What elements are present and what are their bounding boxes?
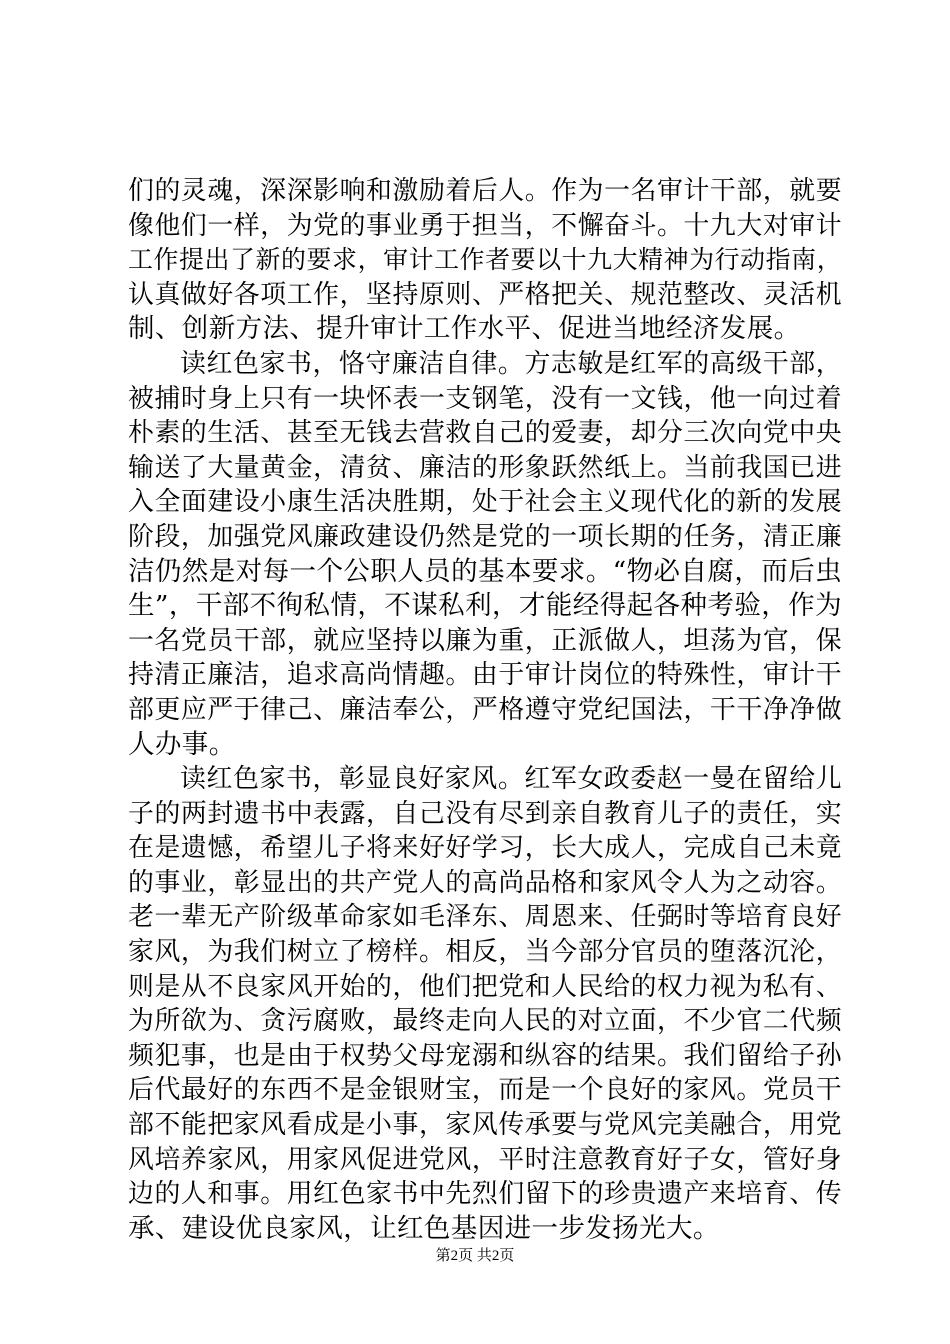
text-line: 工作提出了新的要求，审计工作者要以十九大精神为行动指南， [128,245,842,275]
text-line: 部更应严于律己、廉洁奉公，严格遵守党纪国法，干干净净做 [128,694,842,725]
text-line: 入全面建设小康生活决胜期，处于社会主义现代化的新的发展 [128,487,842,518]
text-line: 部不能把家风看成是小事，家风传承要与党风完美融合，用党 [128,1110,842,1141]
text-line: 一名党员干部，就应坚持以廉为重，正派做人，坦荡为官，保 [128,625,842,656]
text-line: 像他们一样，为党的事业勇于担当，不懈奋斗。十九大对审计 [128,210,842,241]
text-line: 在是遗憾，希望儿子将来好好学习，长大成人，完成自己未竟 [128,833,842,864]
paragraph-first-line: 读红色家书，彰显良好家风。红军女政委赵一曼在留给儿 [180,764,842,795]
text-line: 生”，干部不徇私情，不谋私利，才能经得起各种考验，作为 [128,590,842,622]
text-line: 则是从不良家风开始的，他们把党和人民给的权力视为私有、 [128,971,842,1002]
paragraph-first-line: 读红色家书，恪守廉洁自律。方志敏是红军的高级干部， [180,348,842,379]
text-line: 人办事。 [128,728,236,760]
text-line: 家风，为我们树立了榜样。相反，当今部分官员的堕落沉沦， [128,937,842,968]
text-line: 们的灵魂，深深影响和激励着后人。作为一名审计干部，就要 [128,176,842,206]
text-line: 制、创新方法、提升审计工作水平、促进当地经济发展。 [128,313,801,345]
text-line: 频犯事，也是由于权势父母宠溺和纵容的结果。我们留给子孙 [128,1040,842,1071]
document-body [128,174,842,1246]
text-line: 风培养家风，用家风促进党风，平时注意教育好子女，管好身 [128,1144,842,1175]
text-line: 的事业，彰显出的共产党人的高尚品格和家风令人为之动容。 [128,867,842,898]
text-line: 持清正廉洁，追求高尚情趣。由于审计岗位的特殊性，审计干 [128,660,842,691]
text-line: 后代最好的东西不是金银财宝，而是一个良好的家风。党员干 [128,1075,842,1106]
text-line: 输送了大量黄金，清贫、廉洁的形象跃然纸上。当前我国已进 [128,452,842,483]
text-line: 边的人和事。用红色家书中先烈们留下的珍贵遗产来培育、传 [128,1179,842,1210]
text-line: 承、建设优良家风，让红色基因进一步发扬光大。 [128,1212,720,1244]
text-line: 被捕时身上只有一块怀表一支钢笔，没有一文钱，他一向过着 [128,383,842,414]
page-number-footer: 第2页 共2页 [435,1248,515,1264]
text-line: 子的两封遗书中表露，自己没有尽到亲自教育儿子的责任，实 [128,798,842,829]
text-line: 为所欲为、贪污腐败，最终走向人民的对立面，不少官二代频 [128,1006,842,1037]
text-line: 认真做好各项工作，坚持原则、严格把关、规范整改、灵活机 [128,279,842,310]
text-line: 洁仍然是对每一个公职人员的基本要求。“物必自腐，而后虫 [128,555,842,587]
text-line: 朴素的生活、甚至无钱去营救自己的爱妻，却分三次向党中央 [128,418,842,449]
text-line: 阶段，加强党风廉政建设仍然是党的一项长期的任务，清正廉 [128,521,842,552]
text-line: 老一辈无产阶级革命家如毛泽东、周恩来、任弼时等培育良好 [128,902,842,933]
